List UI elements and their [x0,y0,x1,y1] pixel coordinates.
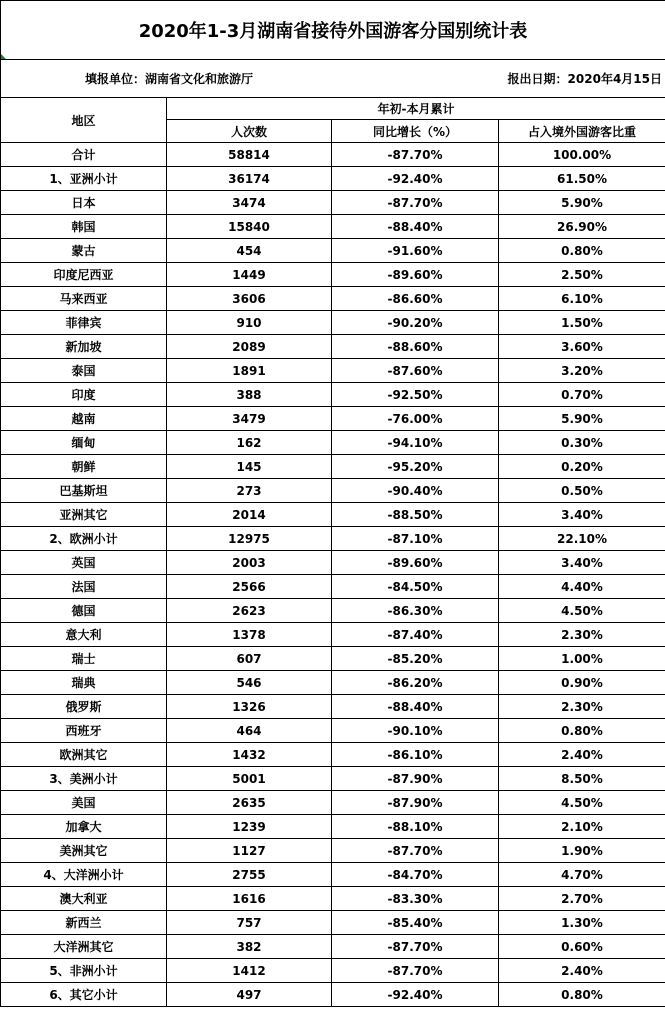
header-share[interactable]: 占入境外国游客比重 [499,120,665,143]
cell-yoy[interactable]: -87.70% [332,143,499,167]
cell-visits[interactable]: 2566 [167,575,332,599]
cell-region[interactable]: 3、美洲小计 [1,767,167,791]
cell-yoy[interactable]: -85.20% [332,647,499,671]
cell-region[interactable]: 越南 [1,407,167,431]
cell-visits[interactable]: 1127 [167,839,332,863]
table-row [1,599,665,623]
cell-visits[interactable]: 2003 [167,551,332,575]
cell-region[interactable]: 欧洲其它 [1,743,167,767]
cell-visits[interactable]: 12975 [167,527,332,551]
table-row [1,407,665,431]
header-yoy[interactable]: 同比增长（%） [332,120,499,143]
cell-region[interactable]: 缅甸 [1,431,167,455]
cell-share[interactable]: 61.50% [499,167,665,191]
cell-share[interactable]: 1.50% [499,311,665,335]
table-row [1,767,665,791]
cell-share[interactable]: 5.90% [499,191,665,215]
cell-yoy[interactable]: -87.10% [332,527,499,551]
cell-share[interactable]: 2.40% [499,959,665,983]
cell-region[interactable]: 5、非洲小计 [1,959,167,983]
table-row [1,575,665,599]
cell-share[interactable]: 0.80% [499,983,665,1007]
cell-visits[interactable]: 145 [167,455,332,479]
cell-visits[interactable]: 464 [167,719,332,743]
cell-share[interactable]: 5.90% [499,407,665,431]
info-cell[interactable] [1,60,665,98]
cell-share[interactable]: 0.70% [499,383,665,407]
cell-yoy[interactable]: -92.50% [332,383,499,407]
table-row [1,839,665,863]
cell-visits[interactable]: 607 [167,647,332,671]
cell-yoy[interactable]: -84.70% [332,863,499,887]
table-row [1,455,665,479]
cell-share[interactable]: 0.80% [499,719,665,743]
cell-region[interactable]: 印度尼西亚 [1,263,167,287]
cell-yoy[interactable]: -86.10% [332,743,499,767]
cell-region[interactable]: 4、大洋洲小计 [1,863,167,887]
cell-region[interactable]: 法国 [1,575,167,599]
cell-yoy[interactable]: -90.20% [332,311,499,335]
cell-share[interactable]: 2.70% [499,887,665,911]
cell-region[interactable]: 加拿大 [1,815,167,839]
cell-visits[interactable]: 1378 [167,623,332,647]
table-row [1,719,665,743]
table-row [1,383,665,407]
cell-visits[interactable]: 757 [167,911,332,935]
cell-share[interactable]: 22.10% [499,527,665,551]
cell-visits[interactable]: 3474 [167,191,332,215]
cell-visits[interactable]: 2755 [167,863,332,887]
cell-share[interactable]: 0.90% [499,671,665,695]
cell-region[interactable]: 西班牙 [1,719,167,743]
cell-region[interactable]: 亚洲其它 [1,503,167,527]
cell-region[interactable]: 日本 [1,191,167,215]
cell-region[interactable]: 新西兰 [1,911,167,935]
cell-share[interactable]: 26.90% [499,215,665,239]
table-row [1,815,665,839]
cell-share[interactable]: 0.50% [499,479,665,503]
cell-yoy[interactable]: -86.20% [332,671,499,695]
table-row [1,191,665,215]
cell-visits[interactable]: 454 [167,239,332,263]
cell-region[interactable]: 合计 [1,143,167,167]
header-visits[interactable]: 人次数 [167,120,332,143]
cell-region[interactable]: 澳大利亚 [1,887,167,911]
cell-region[interactable]: 1、亚洲小计 [1,167,167,191]
cell-region[interactable]: 俄罗斯 [1,695,167,719]
cell-share[interactable]: 3.40% [499,551,665,575]
cell-share[interactable]: 1.00% [499,647,665,671]
cell-yoy[interactable]: -90.40% [332,479,499,503]
cell-yoy[interactable]: -87.60% [332,359,499,383]
cell-share[interactable]: 0.20% [499,455,665,479]
cell-share[interactable]: 0.30% [499,431,665,455]
cell-yoy[interactable]: -76.00% [332,407,499,431]
cell-visits[interactable]: 1432 [167,743,332,767]
cell-region[interactable]: 瑞士 [1,647,167,671]
cell-share[interactable]: 100.00% [499,143,665,167]
cell-share[interactable]: 8.50% [499,767,665,791]
filing-unit: 填报单位：湖南省文化和旅游厅 [85,72,254,86]
cell-yoy[interactable]: -91.60% [332,239,499,263]
cell-share[interactable]: 4.50% [499,791,665,815]
cell-region[interactable]: 韩国 [1,215,167,239]
table-row [1,167,665,191]
table-row [1,743,665,767]
cell-visits[interactable]: 58814 [167,143,332,167]
cell-share[interactable]: 1.30% [499,911,665,935]
cell-yoy[interactable]: -87.70% [332,191,499,215]
cell-region[interactable]: 大洋洲其它 [1,935,167,959]
cell-share[interactable]: 2.50% [499,263,665,287]
cell-visits[interactable]: 3479 [167,407,332,431]
cell-share[interactable]: 3.40% [499,503,665,527]
cell-visits[interactable]: 546 [167,671,332,695]
cell-share[interactable]: 3.60% [499,335,665,359]
cell-yoy[interactable]: -87.90% [332,767,499,791]
cell-region[interactable]: 英国 [1,551,167,575]
table-row [1,959,665,983]
cell-visits[interactable]: 2014 [167,503,332,527]
table-row [1,935,665,959]
cell-yoy[interactable]: -87.70% [332,935,499,959]
cell-share[interactable]: 2.30% [499,695,665,719]
cell-yoy[interactable]: -89.60% [332,551,499,575]
cell-indicator-mark [1,54,6,59]
table-row [1,983,665,1007]
table-row [1,887,665,911]
cell-visits[interactable]: 2635 [167,791,332,815]
cell-yoy[interactable]: -87.40% [332,623,499,647]
cell-region[interactable]: 巴基斯坦 [1,479,167,503]
cell-visits[interactable]: 2623 [167,599,332,623]
table-row [1,911,665,935]
cell-visits[interactable]: 1891 [167,359,332,383]
cell-yoy[interactable]: -83.30% [332,887,499,911]
cell-yoy[interactable]: -87.70% [332,839,499,863]
cell-yoy[interactable]: -94.10% [332,431,499,455]
cell-yoy[interactable]: -88.50% [332,503,499,527]
cell-yoy[interactable]: -89.60% [332,263,499,287]
cell-region[interactable]: 朝鲜 [1,455,167,479]
cell-yoy[interactable]: -88.40% [332,695,499,719]
table-title-cell[interactable] [1,1,665,60]
cell-share[interactable]: 4.40% [499,575,665,599]
cell-visits[interactable]: 910 [167,311,332,335]
cell-visits[interactable]: 1449 [167,263,332,287]
cell-region[interactable]: 印度 [1,383,167,407]
cell-visits[interactable]: 3606 [167,287,332,311]
cell-region[interactable]: 马来西亚 [1,287,167,311]
cell-share[interactable]: 4.50% [499,599,665,623]
table-row [1,671,665,695]
table-row [1,623,665,647]
cell-yoy[interactable]: -86.60% [332,287,499,311]
cell-yoy[interactable]: -88.40% [332,215,499,239]
cell-share[interactable]: 0.80% [499,239,665,263]
cell-visits[interactable]: 162 [167,431,332,455]
cell-visits[interactable]: 273 [167,479,332,503]
table-row [1,311,665,335]
cell-visits[interactable]: 382 [167,935,332,959]
table-title: 2020年1-3月湖南省接待外国游客分国别统计表 [138,21,528,42]
cell-share[interactable]: 0.60% [499,935,665,959]
cell-share[interactable]: 2.30% [499,623,665,647]
table-row [1,503,665,527]
cell-visits[interactable]: 5001 [167,767,332,791]
table-row [1,647,665,671]
cell-visits[interactable]: 15840 [167,215,332,239]
table-row [1,863,665,887]
table-row [1,263,665,287]
table-row [1,791,665,815]
cell-region[interactable]: 美国 [1,791,167,815]
table-row [1,527,665,551]
cell-share[interactable]: 4.70% [499,863,665,887]
cell-visits[interactable]: 388 [167,383,332,407]
header-region[interactable]: 地区 [1,98,167,143]
cell-visits[interactable]: 2089 [167,335,332,359]
table-row [1,287,665,311]
header-group[interactable]: 年初-本月累计 [167,98,665,120]
table-row [1,335,665,359]
cell-yoy[interactable]: -86.30% [332,599,499,623]
cell-region[interactable]: 意大利 [1,623,167,647]
cell-region[interactable]: 瑞典 [1,671,167,695]
cell-yoy[interactable]: -92.40% [332,167,499,191]
cell-share[interactable]: 6.10% [499,287,665,311]
cell-region[interactable]: 美洲其它 [1,839,167,863]
cell-visits[interactable]: 497 [167,983,332,1007]
table-row [1,695,665,719]
table-row [1,479,665,503]
table-row [1,359,665,383]
cell-visits[interactable]: 1616 [167,887,332,911]
cell-yoy[interactable]: -90.10% [332,719,499,743]
cell-share[interactable]: 1.90% [499,839,665,863]
cell-region[interactable]: 菲律宾 [1,311,167,335]
cell-region[interactable]: 6、其它小计 [1,983,167,1007]
cell-visits[interactable]: 36174 [167,167,332,191]
cell-share[interactable]: 2.40% [499,743,665,767]
cell-region[interactable]: 2、欧洲小计 [1,527,167,551]
cell-visits[interactable]: 1412 [167,959,332,983]
cell-yoy[interactable]: -88.60% [332,335,499,359]
table-row [1,239,665,263]
cell-share[interactable]: 2.10% [499,815,665,839]
cell-yoy[interactable]: -95.20% [332,455,499,479]
table-row [1,215,665,239]
cell-region[interactable]: 德国 [1,599,167,623]
cell-yoy[interactable]: -88.10% [332,815,499,839]
cell-yoy[interactable]: -84.50% [332,575,499,599]
cell-yoy[interactable]: -85.40% [332,911,499,935]
table-row [1,143,665,167]
cell-region[interactable]: 泰国 [1,359,167,383]
report-date: 报出日期：2020年4月15日 [507,72,662,86]
cell-yoy[interactable]: -87.70% [332,959,499,983]
cell-visits[interactable]: 1239 [167,815,332,839]
cell-visits[interactable]: 1326 [167,695,332,719]
cell-region[interactable]: 蒙古 [1,239,167,263]
table-row [1,551,665,575]
cell-yoy[interactable]: -87.90% [332,791,499,815]
table-row [1,431,665,455]
cell-yoy[interactable]: -92.40% [332,983,499,1007]
cell-share[interactable]: 3.20% [499,359,665,383]
cell-region[interactable]: 新加坡 [1,335,167,359]
